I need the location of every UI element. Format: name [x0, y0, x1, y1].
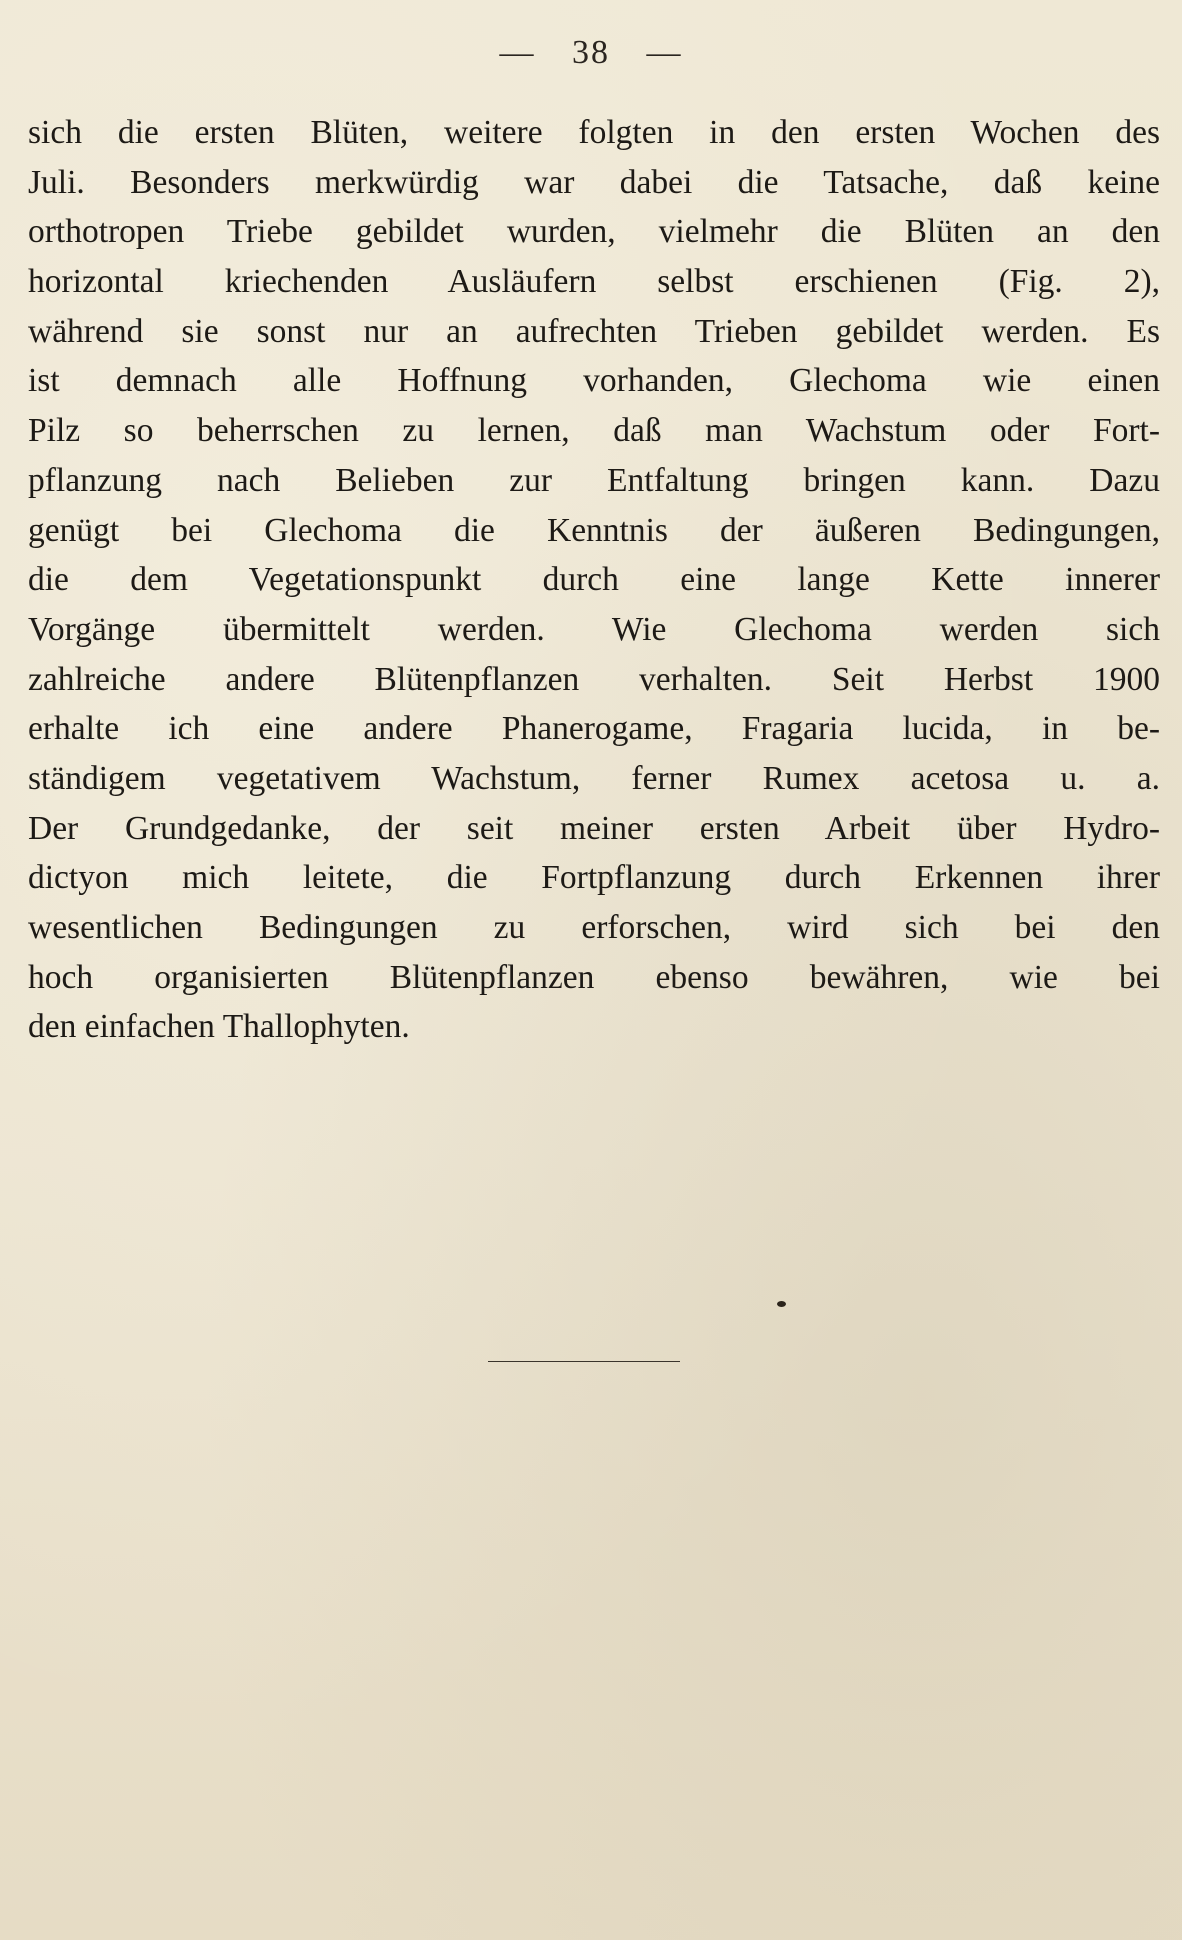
- header-dash-left: —: [499, 34, 536, 71]
- text-line: Vorgänge übermittelt werden. Wie Glechoma werden sich: [28, 610, 1160, 648]
- text-line: Juli. Besonders merkwürdig war dabei die Tatsache, daß keine: [28, 163, 1160, 201]
- text-line: sich die ersten Blüten, weitere folgten in den ersten Wochen des: [28, 114, 1160, 151]
- text-line: zahlreiche andere Blütenpflanzen verhalten. Seit Herbst 1900: [28, 660, 1160, 698]
- text-line: wesentlichen Bedingungen zu erforschen, wird sich bei den: [28, 909, 1160, 946]
- text-line: während sie sonst nur an aufrechten Trieben gebildet werden. Es: [28, 312, 1160, 350]
- text-line: ist demnach alle Hoffnung vorhanden, Glechoma wie einen: [28, 362, 1160, 400]
- text-line: hoch organisierten Blütenpflanzen ebenso bewähren, wie bei: [28, 958, 1160, 996]
- text-line: erhalte ich eine andere Phanerogame, Fragaria lucida, in be-: [28, 710, 1160, 748]
- section-end-rule: [488, 1361, 680, 1362]
- body-paragraph: [28, 108, 1160, 1052]
- page-number-header: [0, 34, 1182, 72]
- text-line: orthotropen Triebe gebildet wurden, vielmehr die Blüten an den: [28, 213, 1160, 251]
- text-line: Pilz so beherrschen zu lernen, daß man Wachstum oder Fort-: [28, 412, 1160, 450]
- header-dash-right: —: [646, 34, 683, 71]
- text-line: pflanzung nach Belieben zur Entfaltung bringen kann. Dazu: [28, 461, 1160, 499]
- text-line: ständigem vegetativem Wachstum, ferner Rumex acetosa u. a.: [28, 759, 1160, 797]
- text-line: Der Grundgedanke, der seit meiner ersten Arbeit über Hydro-: [28, 809, 1160, 847]
- text-line: die dem Vegetationspunkt durch eine lange Kette innerer: [28, 561, 1160, 599]
- ink-spot: [777, 1301, 786, 1307]
- text-line-final: den einfachen Thallophyten.: [28, 1008, 410, 1046]
- text-line: genügt bei Glechoma die Kenntnis der äußeren Bedingungen,: [28, 511, 1160, 549]
- text-line: horizontal kriechenden Ausläufern selbst erschienen (Fig. 2),: [28, 263, 1160, 301]
- page-number: 38: [572, 34, 610, 71]
- text-line: dictyon mich leitete, die Fortpflanzung durch Erkennen ihrer: [28, 859, 1160, 897]
